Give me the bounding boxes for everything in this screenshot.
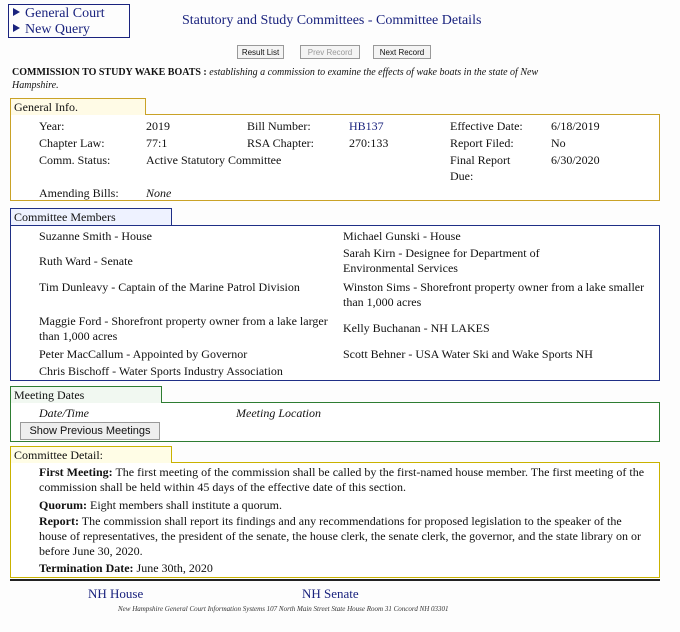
nh-senate-link[interactable]: NH Senate	[302, 586, 359, 601]
member-item: Michael Gunski - House	[343, 229, 461, 243]
member-item: Sarah Kirn - Designee for Department of Environmental Services	[343, 246, 540, 275]
member-item: Winston Sims - Shorefront property owner from a lake smaller than 1,000 acres	[343, 280, 645, 309]
footer-divider	[10, 579, 660, 581]
new-query-link[interactable]: New Query	[13, 22, 125, 38]
col-date-time: Date/Time	[39, 406, 89, 420]
final-report-label: Final Report	[450, 153, 511, 167]
general-court-link[interactable]: General Court	[13, 6, 125, 22]
committee-detail-tab: Committee Detail:	[10, 446, 172, 463]
first-meeting-text	[39, 465, 651, 495]
triangle-right-icon	[13, 24, 20, 32]
quorum-text	[39, 498, 651, 513]
year-value: 2019	[146, 119, 170, 133]
member-item: Scott Behner - USA Water Ski and Wake Sports NH	[343, 347, 593, 361]
nav-box	[8, 4, 130, 38]
comm-status-value: Active Statutory Committee	[146, 153, 282, 167]
rsa-chapter-label: RSA Chapter:	[247, 136, 315, 150]
show-previous-meetings-button[interactable]: Show Previous Meetings	[20, 422, 160, 440]
amending-bills-label: Amending Bills:	[39, 186, 119, 200]
amending-bills-value: None	[146, 186, 172, 200]
report-filed-value: No	[551, 136, 566, 150]
member-item: Tim Dunleavy - Captain of the Marine Patrol Division	[39, 280, 300, 294]
first-meeting-label: First Meeting:	[39, 465, 113, 479]
meeting-dates-tab: Meeting Dates	[10, 386, 162, 403]
effective-date-value: 6/18/2019	[551, 119, 600, 133]
col-meeting-location: Meeting Location	[236, 406, 321, 420]
bill-number-link[interactable]: HB137	[349, 119, 384, 133]
quorum-value: Eight members shall institute a quorum.	[90, 498, 282, 512]
report-text	[39, 514, 651, 559]
nh-house-link[interactable]: NH House	[88, 586, 144, 601]
next-record-button[interactable]: Next Record	[373, 45, 431, 59]
member-item: Maggie Ford - Shorefront property owner from a lake larger than 1,000 acres	[39, 314, 328, 343]
committee-heading	[12, 66, 652, 92]
final-report-value: 6/30/2020	[551, 153, 600, 167]
first-meeting-value: The first meeting of the commission shall be called by the first-named house member. The first meeting of the commission shall be held within 45 days of the effective date of this section.	[39, 465, 645, 494]
bill-number-label: Bill Number:	[247, 119, 311, 133]
report-value: The commission shall report its findings and any recommendations for proposed legislation to the speaker of the house of representatives, the president of the senate, the house clerk, the senate clerk, the governor, and the state library on or before June 30, 2020.	[39, 514, 641, 558]
prev-record-button[interactable]: Prev Record	[300, 45, 360, 59]
member-item: Ruth Ward - Senate	[39, 254, 133, 268]
quorum-label: Quorum:	[39, 498, 87, 512]
member-item: Suzanne Smith - House	[39, 229, 152, 243]
final-report-label-due: Due:	[450, 169, 474, 183]
report-label: Report:	[39, 514, 79, 528]
committee-members-tab: Committee Members	[10, 208, 172, 225]
triangle-right-icon	[13, 8, 20, 16]
result-list-button[interactable]: Result List	[237, 45, 284, 59]
effective-date-label: Effective Date:	[450, 119, 523, 133]
member-item: Kelly Buchanan - NH LAKES	[343, 321, 490, 335]
footer-address: New Hampshire General Court Information Systems 107 North Main Street State House Room 31 Concord NH 03301	[118, 605, 449, 613]
committee-description: establishing a commission to examine the effects of wake boats in the state of New	[209, 67, 539, 78]
report-filed-label: Report Filed:	[450, 136, 514, 150]
rsa-chapter-value: 270:133	[349, 136, 389, 150]
chapter-law-label: Chapter Law:	[39, 136, 105, 150]
year-label: Year:	[39, 119, 65, 133]
committee-name: COMMISSION TO STUDY WAKE BOATS :	[12, 67, 207, 78]
termination-value: June 30th, 2020	[136, 561, 213, 575]
committee-description-cont: Hampshire.	[12, 80, 59, 91]
comm-status-label: Comm. Status:	[39, 153, 111, 167]
page-title: Statutory and Study Committees - Committee Details	[182, 13, 482, 28]
member-item: Peter MacCallum - Appointed by Governor	[39, 347, 248, 361]
general-info-tab: General Info.	[10, 98, 146, 115]
member-item: Chris Bischoff - Water Sports Industry Association	[39, 364, 283, 378]
chapter-law-value: 77:1	[146, 136, 168, 150]
termination-text	[39, 561, 651, 576]
termination-label: Termination Date:	[39, 561, 134, 575]
